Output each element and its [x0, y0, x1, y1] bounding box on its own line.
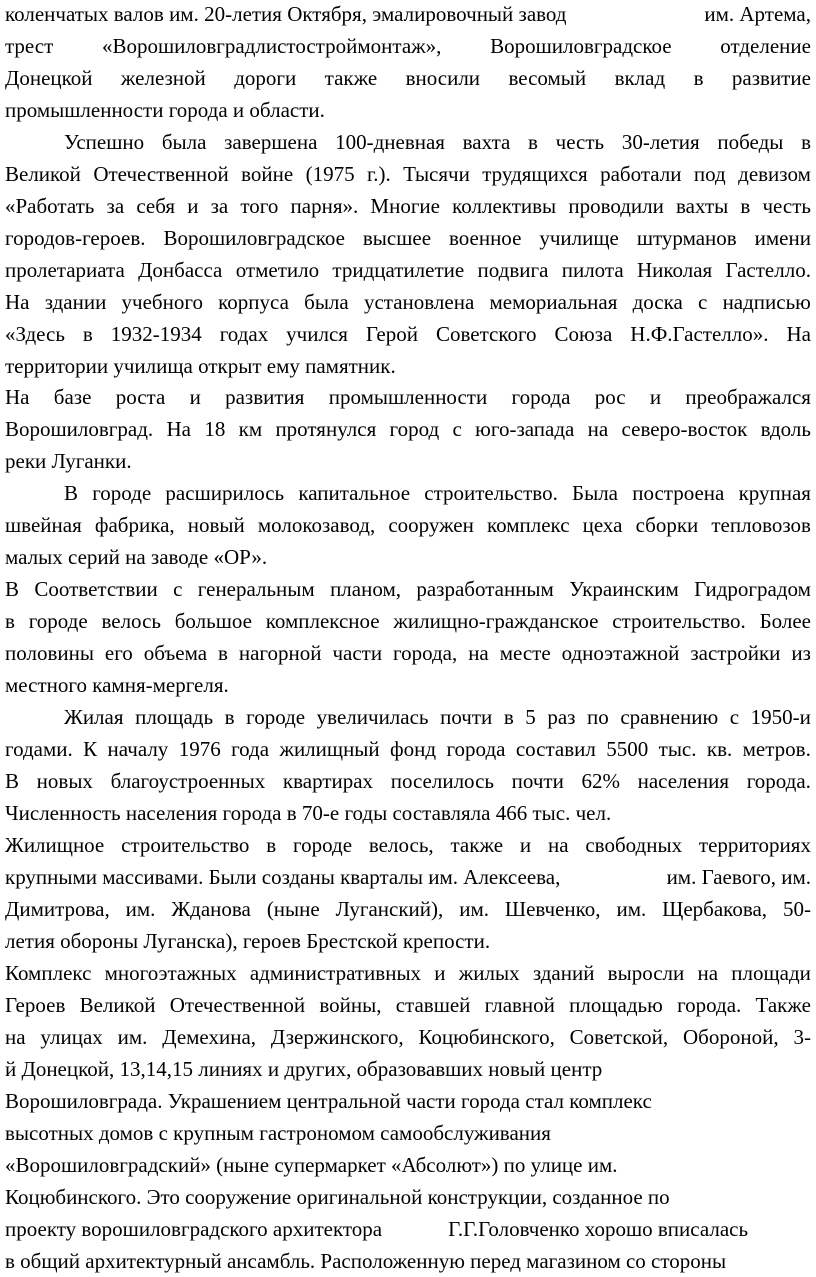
word: части	[332, 641, 383, 665]
word: северо-восток	[621, 417, 748, 441]
word: разработанным	[416, 577, 554, 601]
word: городе	[28, 609, 88, 633]
text-line: «Ворошиловградский» (ныне супермаркет «Абсолют») по улице им.	[5, 1153, 618, 1177]
word: весомый	[508, 66, 587, 90]
word: в	[503, 705, 514, 729]
word: годах	[219, 322, 269, 346]
word: сооружен	[388, 513, 474, 537]
word: раз	[547, 705, 576, 729]
word: Жилая	[64, 705, 124, 729]
word: поселилось	[390, 769, 494, 793]
text-line	[64, 126, 811, 158]
word: Советского	[435, 322, 537, 346]
text-line	[5, 62, 811, 94]
word: войны,	[319, 993, 382, 1017]
text-line	[64, 477, 811, 509]
word: под	[693, 162, 726, 186]
word: им.	[117, 1025, 148, 1049]
word: одноэтажной	[561, 641, 680, 665]
word: его	[104, 641, 133, 665]
text-line	[5, 158, 811, 190]
word: г.).	[367, 162, 391, 186]
text-line	[5, 733, 811, 765]
word: квартирах	[282, 769, 374, 793]
word: им.	[616, 897, 647, 921]
word: Героев	[5, 993, 66, 1017]
text-line	[5, 413, 811, 445]
word: почти	[511, 769, 564, 793]
word: развития	[225, 385, 305, 409]
word: территориях	[698, 833, 811, 857]
word: молокозавод,	[257, 513, 376, 537]
word: административных	[249, 961, 422, 985]
word: была	[161, 130, 207, 154]
word: главной	[484, 993, 555, 1017]
word: за	[106, 194, 125, 218]
word: 18	[204, 417, 226, 441]
text-segment: крупными массивами. Были созданы кварталы им. Алексеева,	[5, 865, 561, 889]
word: Донбасса	[138, 258, 223, 282]
word: Соответствии	[34, 577, 158, 601]
word: с	[173, 577, 183, 601]
word: 62%	[581, 769, 620, 793]
word: в	[218, 641, 228, 665]
word: базе	[53, 385, 92, 409]
word: 30-летия	[621, 130, 700, 154]
word: тыс.	[658, 737, 697, 761]
word: промышленности	[328, 385, 488, 409]
text-line	[5, 637, 811, 669]
word: 5	[525, 705, 536, 729]
word: Также	[755, 993, 811, 1017]
word: К	[83, 737, 98, 761]
word: Союза	[554, 322, 613, 346]
text-line	[5, 605, 811, 637]
word: Щербакова,	[662, 897, 768, 921]
word: Димитрова,	[5, 897, 110, 921]
word: училище	[539, 226, 619, 250]
text-line	[5, 893, 811, 925]
word: месте	[499, 641, 551, 665]
word: цеха	[582, 513, 623, 537]
word: благоустроенных	[110, 769, 266, 793]
text-line: высотных домов с крупным гастрономом самообслуживания	[5, 1121, 551, 1145]
word: юго-запада	[475, 417, 575, 441]
word: на	[697, 961, 719, 985]
word: планом,	[330, 577, 401, 601]
word: Многие	[370, 194, 440, 218]
word: 1932-1934	[110, 322, 202, 346]
word: того	[240, 194, 279, 218]
text-segment: коленчатых валов им. 20-летия Октября, эмалировочный завод	[5, 2, 567, 26]
word: высшее	[362, 226, 432, 250]
word: Тысячи	[403, 162, 470, 186]
word: и	[189, 385, 201, 409]
word: честь	[555, 130, 605, 154]
word: Гидроградом	[694, 577, 811, 601]
word: и	[519, 833, 532, 857]
word: Николая	[636, 258, 713, 282]
word: почти	[440, 705, 493, 729]
word: в	[5, 609, 15, 633]
word: Гастелло.	[725, 258, 811, 282]
word: Ворошиловградское	[163, 226, 345, 250]
word: составил	[515, 737, 596, 761]
text-line	[5, 1213, 748, 1245]
word: Отечественной	[93, 162, 229, 186]
word: швейная	[5, 513, 82, 537]
word: годами.	[5, 737, 73, 761]
word: трудящихся	[482, 162, 588, 186]
word: улицах	[40, 1025, 103, 1049]
word: Коцюбинского,	[418, 1025, 555, 1049]
text-line: Коцюбинского. Это сооружение оригинальной конструкции, созданное по	[5, 1185, 670, 1209]
word: «Здесь	[5, 322, 65, 346]
word: в	[801, 130, 811, 154]
word: пилота	[561, 258, 624, 282]
word: городе	[293, 833, 353, 857]
word: На	[786, 322, 811, 346]
word: половины	[5, 641, 94, 665]
word: и	[434, 961, 446, 985]
word: строительство.	[424, 481, 558, 505]
text-line: реки Луганки.	[5, 449, 132, 473]
word: площадью	[569, 993, 663, 1017]
word: учебного	[121, 290, 203, 314]
text-line	[5, 861, 811, 893]
word: военное	[448, 226, 522, 250]
word: город	[389, 417, 440, 441]
text-line: местного камня-мергеля.	[5, 673, 229, 697]
word: Обороной,	[683, 1025, 779, 1049]
word: зданий	[532, 961, 595, 985]
word: выросли	[607, 961, 685, 985]
text-segment: им. Гаевого, им.	[666, 865, 811, 889]
word: 3-	[793, 1025, 811, 1049]
text-line	[64, 701, 811, 733]
text-line	[5, 829, 811, 861]
word: 50-	[782, 897, 811, 921]
word: объема	[143, 641, 208, 665]
word: На	[5, 290, 30, 314]
word: с	[698, 290, 708, 314]
word: увеличилась	[316, 705, 429, 729]
word: завершена	[224, 130, 318, 154]
word: тридцатилетие	[332, 258, 465, 282]
word: площади	[731, 961, 811, 985]
word: с	[729, 705, 740, 729]
word: Великой	[5, 162, 81, 186]
word: по	[587, 705, 609, 729]
word: также	[450, 833, 504, 857]
word: отметило	[235, 258, 320, 282]
word: пролетариата	[5, 258, 125, 282]
text-line	[5, 222, 811, 254]
word: кв.	[706, 737, 733, 761]
text-line	[5, 381, 811, 413]
word: (ныне	[266, 897, 320, 921]
word: мемориальная	[489, 290, 618, 314]
word: на	[547, 833, 569, 857]
word: вклад	[614, 66, 666, 90]
word: Ворошиловград.	[5, 417, 154, 441]
word: крупная	[738, 481, 811, 505]
word: расширилось	[165, 481, 285, 505]
text-line	[5, 30, 811, 62]
word: Герой	[365, 322, 418, 346]
word: вдоль	[760, 417, 811, 441]
word: на	[587, 417, 609, 441]
word: Н.Ф.Гастелло».	[630, 322, 769, 346]
word: Отечественной	[169, 993, 306, 1017]
word: Советской,	[569, 1025, 669, 1049]
word: фабрика,	[94, 513, 175, 537]
word: В	[64, 481, 79, 505]
word: учился	[286, 322, 348, 346]
word: В	[5, 769, 20, 793]
word: дороги	[234, 66, 297, 90]
word: вахта	[462, 130, 511, 154]
word: девизом	[738, 162, 811, 186]
word: также	[324, 66, 378, 90]
word: за	[210, 194, 229, 218]
word: Украинским	[569, 577, 679, 601]
word: строительство.	[612, 609, 746, 633]
text-line: в общий архитектурный ансамбль. Расположенную перед магазином со стороны	[5, 1249, 727, 1273]
word: в	[740, 194, 751, 218]
text-line	[5, 318, 811, 350]
word: корпуса	[218, 290, 289, 314]
word: и	[649, 385, 662, 409]
word: на	[5, 1025, 26, 1049]
word: На	[166, 417, 191, 441]
word: (1975	[305, 162, 355, 186]
text-line: й Донецкой, 13,14,15 линиях и других, образовавших новый центр	[5, 1057, 603, 1081]
word: трест	[5, 34, 54, 58]
word: 5500	[606, 737, 649, 761]
word: ставшей	[395, 993, 471, 1017]
text-line	[5, 957, 811, 989]
word: преображался	[685, 385, 811, 409]
word: Луганский),	[335, 897, 444, 921]
word: новых	[36, 769, 93, 793]
text-line	[5, 286, 811, 318]
word: Дзержинского,	[270, 1025, 404, 1049]
word: В	[5, 577, 20, 601]
text-line	[5, 573, 811, 605]
word: рос	[594, 385, 626, 409]
word: города.	[746, 769, 811, 793]
word: Более	[759, 609, 811, 633]
word: была	[304, 290, 349, 314]
word: нагорной	[238, 641, 322, 665]
word: 1950-и	[750, 705, 811, 729]
word: генеральным	[197, 577, 315, 601]
word: им.	[125, 897, 156, 921]
word: работали	[600, 162, 682, 186]
word: войне	[241, 162, 294, 186]
word: штурманов	[636, 226, 737, 250]
text-line: летия обороны Луганска), героев Брестской крепости.	[5, 929, 491, 953]
text-line: промышленности города и области.	[5, 98, 325, 122]
word: честь	[762, 194, 811, 218]
word: им.	[459, 897, 489, 921]
word: метров.	[742, 737, 811, 761]
word: строительство	[121, 833, 250, 857]
word: вносили	[405, 66, 481, 90]
text-line	[5, 190, 811, 222]
word: в	[82, 322, 93, 346]
word: железной	[120, 66, 206, 90]
word: из	[791, 641, 811, 665]
word: города	[446, 737, 506, 761]
word: фонд	[390, 737, 437, 761]
word: с	[452, 417, 462, 441]
word: в	[224, 705, 235, 729]
text-line	[5, 765, 811, 797]
text-line	[5, 0, 811, 30]
word: населения	[637, 769, 730, 793]
word: построена	[632, 481, 725, 505]
word: жилых	[458, 961, 520, 985]
word: км	[238, 417, 263, 441]
word: победы	[717, 130, 784, 154]
word: Жилищное	[5, 833, 105, 857]
word: Комплекс	[5, 961, 92, 985]
word: в	[528, 130, 538, 154]
word: На	[5, 385, 30, 409]
word: большое	[174, 609, 252, 633]
word: свободных	[585, 833, 683, 857]
word: проводили	[568, 194, 664, 218]
word: развитие	[731, 66, 811, 90]
word: имени	[754, 226, 811, 250]
word: площадь	[135, 705, 214, 729]
text-line: малых серий на заводе «ОР».	[5, 545, 268, 569]
word: «Работать	[5, 194, 95, 218]
word: установлена	[363, 290, 475, 314]
word: города.	[677, 993, 742, 1017]
word: новый	[187, 513, 245, 537]
text-segment: им. Артема,	[704, 2, 811, 26]
word: застройки	[690, 641, 781, 665]
word: началу	[107, 737, 169, 761]
text-line: территории училища открыт ему памятник.	[5, 354, 396, 378]
word: протянулся	[275, 417, 377, 441]
text-line	[5, 1021, 811, 1053]
word: Шевченко,	[504, 897, 601, 921]
word: доска	[632, 290, 683, 314]
word: 1976	[178, 737, 221, 761]
word: Донецкой	[5, 66, 93, 90]
word: «Ворошиловградлистостроймонтаж»,	[101, 34, 442, 58]
word: Ворошиловградское	[490, 34, 672, 58]
word: вахты	[676, 194, 729, 218]
text-segment: проекту ворошиловградского архитектора	[5, 1217, 383, 1241]
word: городе	[246, 705, 306, 729]
word: Великой	[79, 993, 156, 1017]
text-line: Ворошиловграда. Украшением центральной части города стал комплекс	[5, 1089, 652, 1113]
text-segment: Г.Г.Головченко хорошо вписалась	[448, 1217, 749, 1241]
text-line	[5, 254, 811, 286]
word: комплексное	[265, 609, 380, 633]
word: города	[511, 385, 571, 409]
word: отделение	[720, 34, 811, 58]
word: подвига	[477, 258, 549, 282]
word: Демехина,	[162, 1025, 257, 1049]
word: себя	[136, 194, 176, 218]
word: города,	[393, 641, 458, 665]
word: здании	[44, 290, 107, 314]
word: коллективы	[452, 194, 557, 218]
word: многоэтажных	[104, 961, 237, 985]
word: роста	[115, 385, 166, 409]
text-line	[5, 989, 811, 1021]
word: Была	[572, 481, 618, 505]
word: 100-дневная	[335, 130, 445, 154]
word: сравнению	[620, 705, 719, 729]
word: сборки	[635, 513, 699, 537]
word: комплекс	[486, 513, 570, 537]
word: капитальное	[298, 481, 411, 505]
text-line	[5, 509, 811, 541]
word: надписью	[722, 290, 811, 314]
word: в	[693, 66, 704, 90]
word: велось,	[368, 833, 434, 857]
word: тепловозов	[711, 513, 811, 537]
word: в	[266, 833, 277, 857]
word: на	[468, 641, 489, 665]
word: и	[187, 194, 199, 218]
text-line: Численность населения города в 70-е годы составляла 466 тыс. чел.	[5, 801, 612, 825]
word: парня».	[290, 194, 359, 218]
word: Жданова	[171, 897, 251, 921]
word: года	[231, 737, 270, 761]
word: жилищный	[279, 737, 380, 761]
word: городе	[92, 481, 152, 505]
word: городов-героев.	[5, 226, 146, 250]
word: Успешно	[64, 130, 145, 154]
word: велось	[101, 609, 161, 633]
word: жилищно-гражданское	[393, 609, 599, 633]
